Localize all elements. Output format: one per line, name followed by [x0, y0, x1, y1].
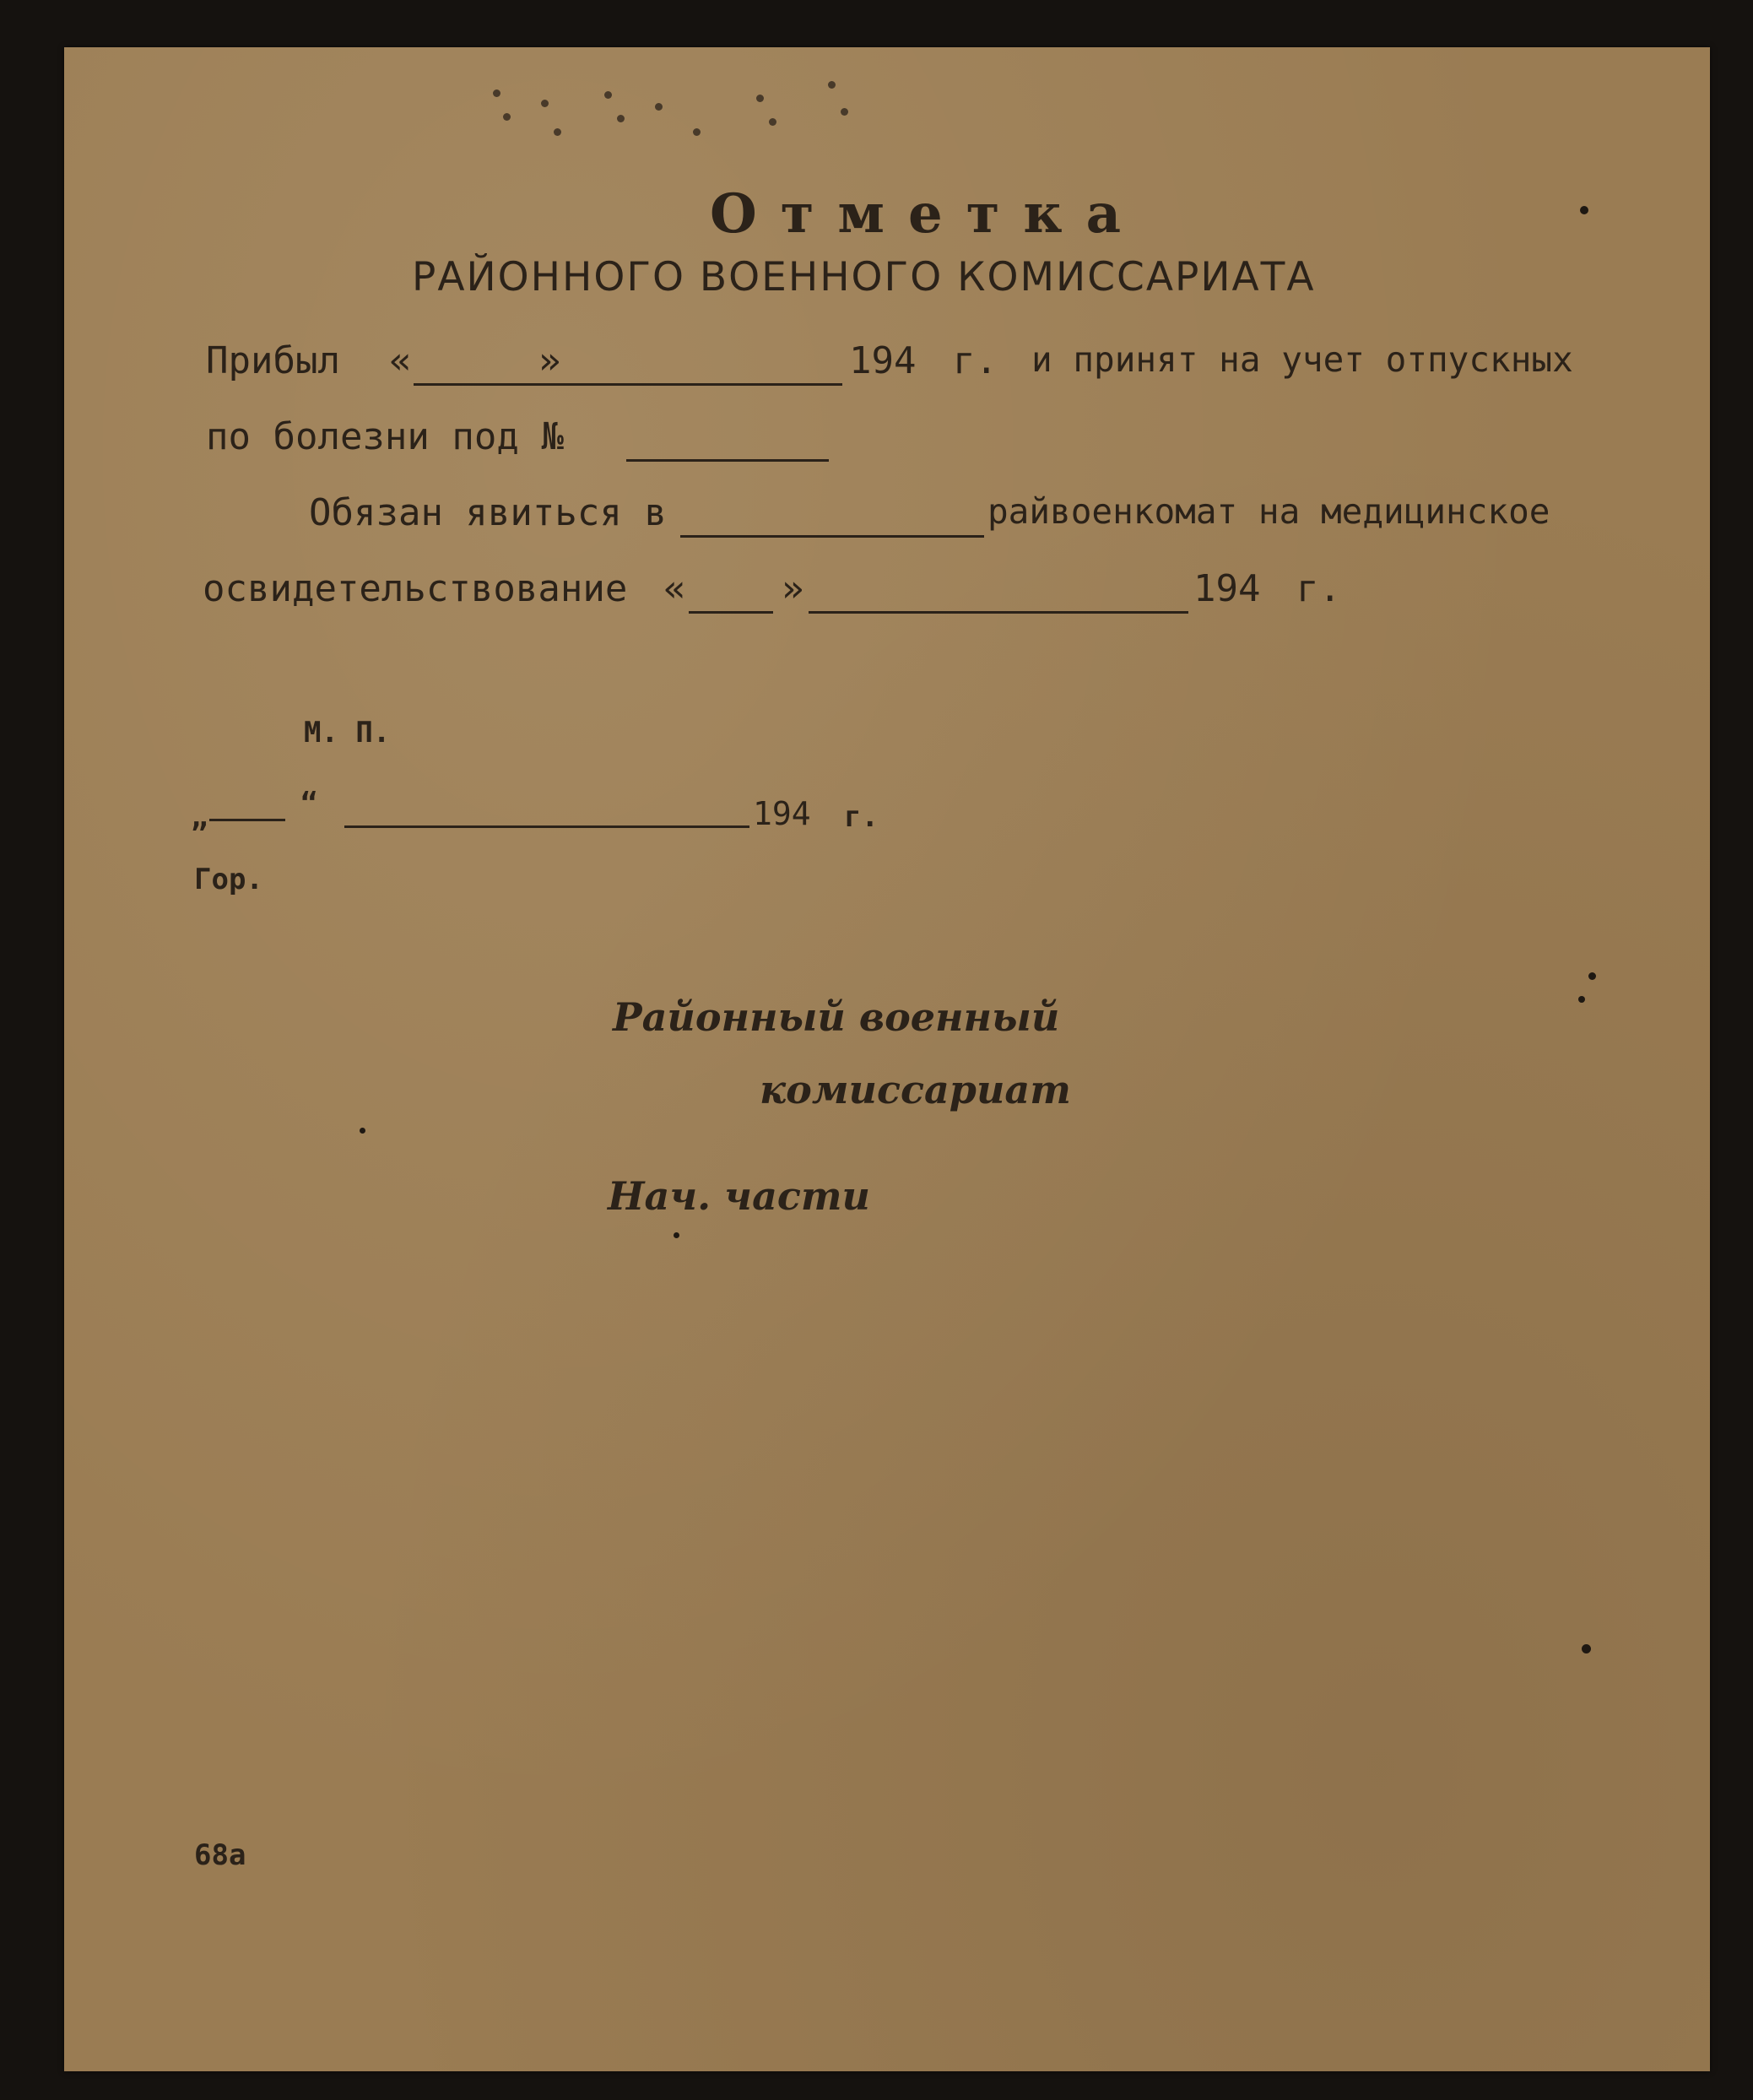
registered-text: и принят на учет отпускных — [1031, 339, 1573, 380]
document-title: Отметка — [710, 182, 1145, 246]
month-blank-2[interactable] — [809, 611, 1188, 614]
date-close-quote: “ — [300, 787, 318, 820]
signature-line-3: Нач. части — [608, 1173, 870, 1219]
document-sheet — [64, 47, 1710, 2071]
stamp-place-label: М. П. — [304, 716, 391, 750]
year-suffix: г. — [953, 339, 998, 382]
form-number: 68а — [194, 1838, 246, 1872]
day-blank[interactable] — [414, 383, 574, 386]
commissariat-blank[interactable] — [680, 535, 984, 538]
year-suffix-2: г. — [1296, 567, 1341, 610]
city-label: Гор. — [194, 863, 263, 896]
open-quote-2: « — [663, 567, 686, 610]
day-blank-2[interactable] — [689, 611, 773, 614]
illness-number-label: по болезни под № — [206, 415, 564, 458]
arrived-label: Прибыл — [206, 339, 340, 382]
signature-line-1: Районный военный — [613, 994, 1060, 1040]
date-open-quote: „ — [191, 800, 208, 834]
medical-text: райвоенкомат на медицинское — [987, 491, 1550, 532]
date-year-suffix: г. — [844, 800, 879, 834]
obliged-label: Обязан явиться в — [309, 491, 667, 534]
date-day-blank[interactable] — [209, 819, 285, 821]
number-blank[interactable] — [626, 459, 829, 462]
open-quote: « — [389, 339, 412, 382]
examination-label: освидетельствование — [203, 567, 628, 610]
document-subtitle: РАЙОННОГО ВОЕННОГО КОМИССАРИАТА — [412, 254, 1316, 300]
year-prefix: 194 — [849, 339, 917, 382]
year-prefix-2: 194 — [1193, 567, 1261, 610]
date-month-blank[interactable] — [344, 825, 749, 828]
close-quote-2: » — [782, 567, 804, 610]
date-year-prefix: 194 — [753, 795, 811, 832]
signature-line-2: комиссариат — [760, 1067, 1071, 1112]
month-blank[interactable] — [555, 383, 842, 386]
close-quote: » — [538, 339, 561, 382]
